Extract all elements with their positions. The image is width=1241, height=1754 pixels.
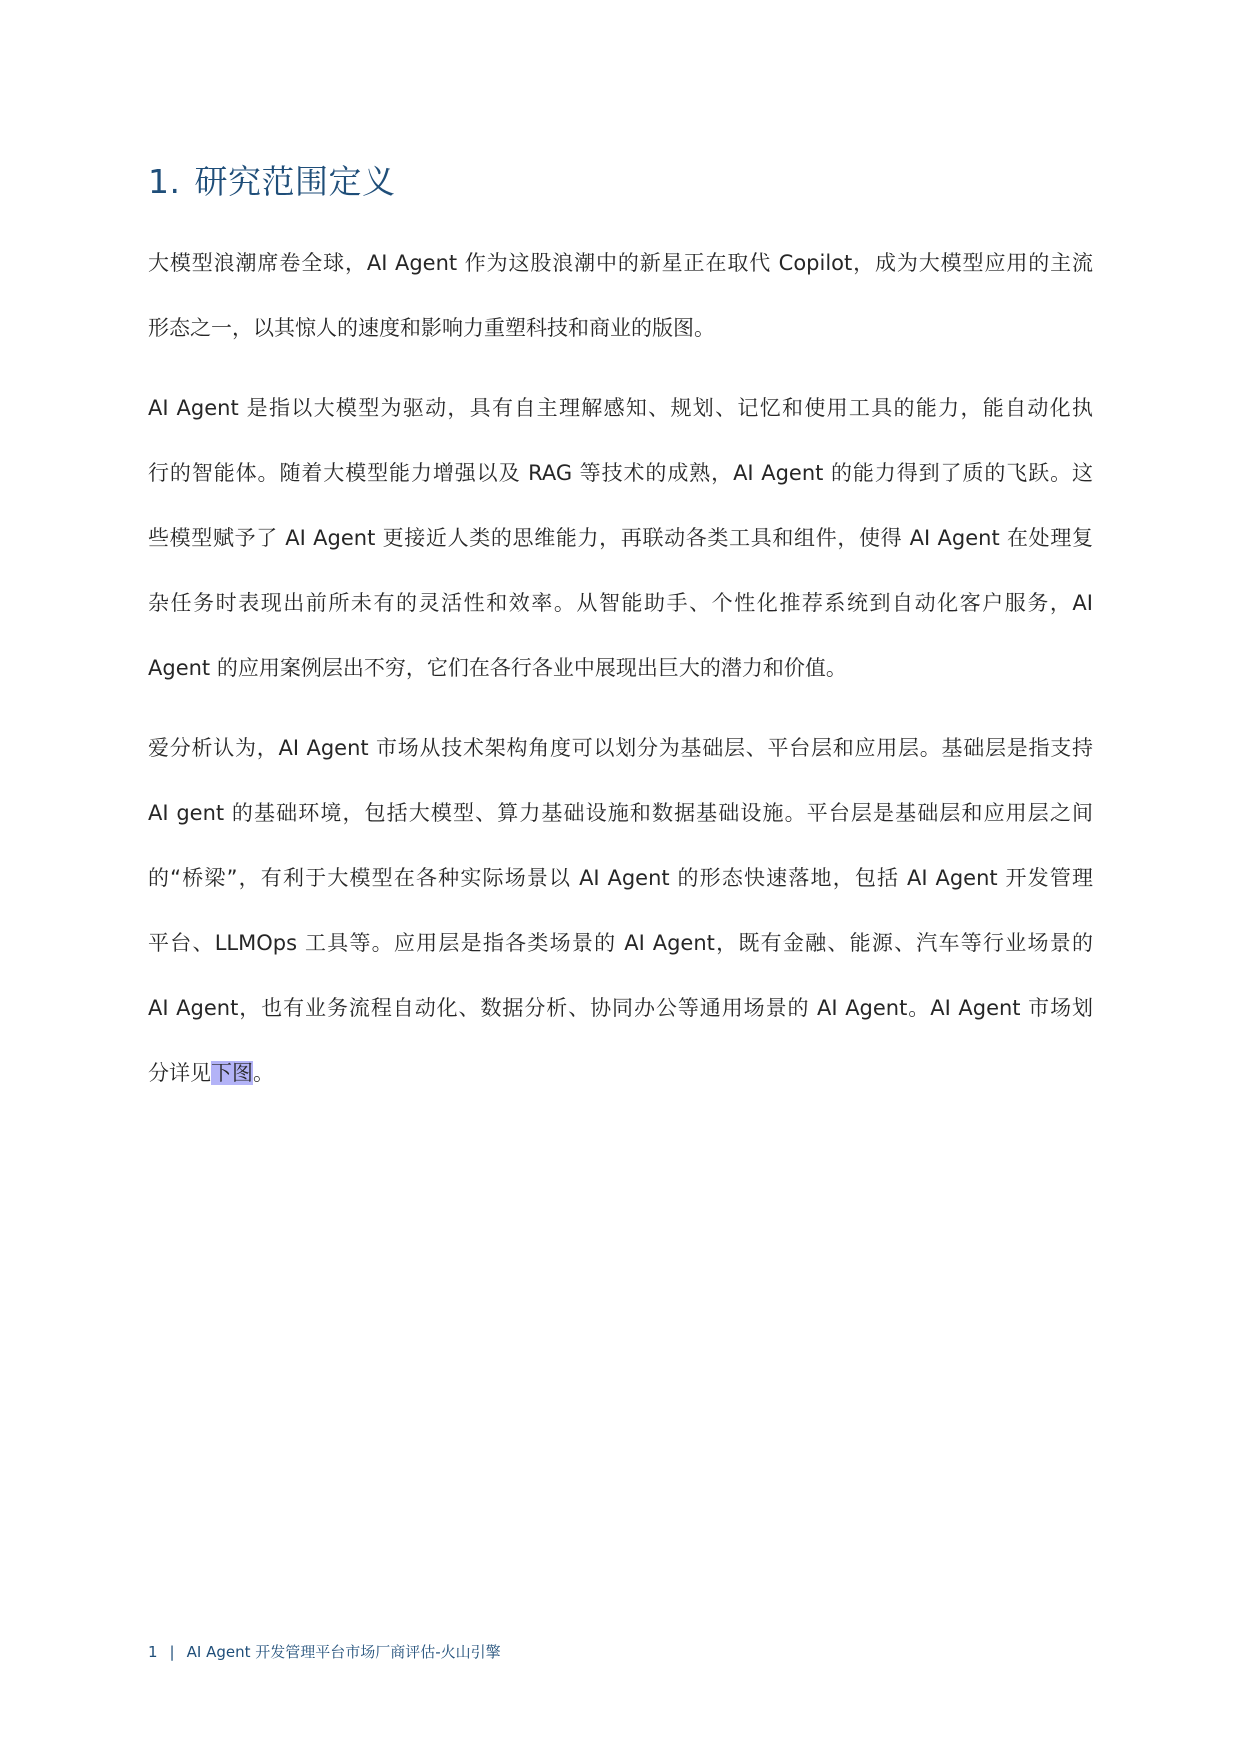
paragraph-definition bbox=[148, 376, 1093, 701]
paragraph-line: 的“桥梁”，有利于大模型在各种实际场景以 AI Agent 的形态快速落地，包括 AI Agent 开发管理 bbox=[148, 866, 1093, 890]
paragraph-market-layers bbox=[148, 716, 1093, 1106]
paragraph-line: AI gent 的基础环境，包括大模型、算力基础设施和数据基础设施。平台层是基础层和应用层之间 bbox=[148, 801, 1093, 825]
footer-title: AI Agent 开发管理平台市场厂商评估-火山引擎 bbox=[186, 1643, 501, 1661]
paragraph-line: 行的智能体。随着大模型能力增强以及 RAG 等技术的成熟，AI Agent 的能力得到了质的飞跃。这 bbox=[148, 461, 1093, 485]
line-prefix: 分详见 bbox=[148, 1061, 211, 1085]
page-number: 1 bbox=[148, 1643, 158, 1661]
paragraph-line: Agent 的应用案例层出不穷，它们在各行各业中展现出巨大的潜力和价值。 bbox=[148, 656, 847, 680]
section-number: 1. bbox=[148, 162, 181, 201]
paragraph-line: 杂任务时表现出前所未有的灵活性和效率。从智能助手、个性化推荐系统到自动化客户服务，AI bbox=[148, 591, 1093, 615]
page-footer bbox=[148, 1641, 501, 1662]
paragraph-line: 形态之一，以其惊人的速度和影响力重塑科技和商业的版图。 bbox=[148, 316, 715, 340]
paragraph-line: 些模型赋予了 AI Agent 更接近人类的思维能力，再联动各类工具和组件，使得 AI Agent 在处理复 bbox=[148, 526, 1093, 550]
paragraph-line: AI Agent 是指以大模型为驱动，具有自主理解感知、规划、记忆和使用工具的能力，能自动化执 bbox=[148, 396, 1093, 420]
paragraph-line: AI Agent，也有业务流程自动化、数据分析、协同办公等通用场景的 AI Agent。AI Agent 市场划 bbox=[148, 996, 1093, 1020]
section-heading bbox=[148, 156, 396, 203]
footer-separator: | bbox=[169, 1643, 175, 1661]
paragraph-line: 爱分析认为，AI Agent 市场从技术架构角度可以划分为基础层、平台层和应用层。基础层是指支持 bbox=[148, 736, 1093, 760]
section-title: 研究范围定义 bbox=[194, 162, 396, 201]
line-suffix: 。 bbox=[253, 1061, 274, 1085]
paragraph-intro bbox=[148, 231, 1093, 361]
paragraph-line: 平台、LLMOps 工具等。应用层是指各类场景的 AI Agent，既有金融、能源、汽车等行业场景的 bbox=[148, 931, 1093, 955]
paragraph-line: 大模型浪潮席卷全球，AI Agent 作为这股浪潮中的新星正在取代 Copilot，成为大模型应用的主流 bbox=[148, 251, 1093, 275]
figure-reference-highlight[interactable]: 下图 bbox=[211, 1061, 253, 1085]
paragraph-last-line bbox=[148, 1041, 1093, 1106]
